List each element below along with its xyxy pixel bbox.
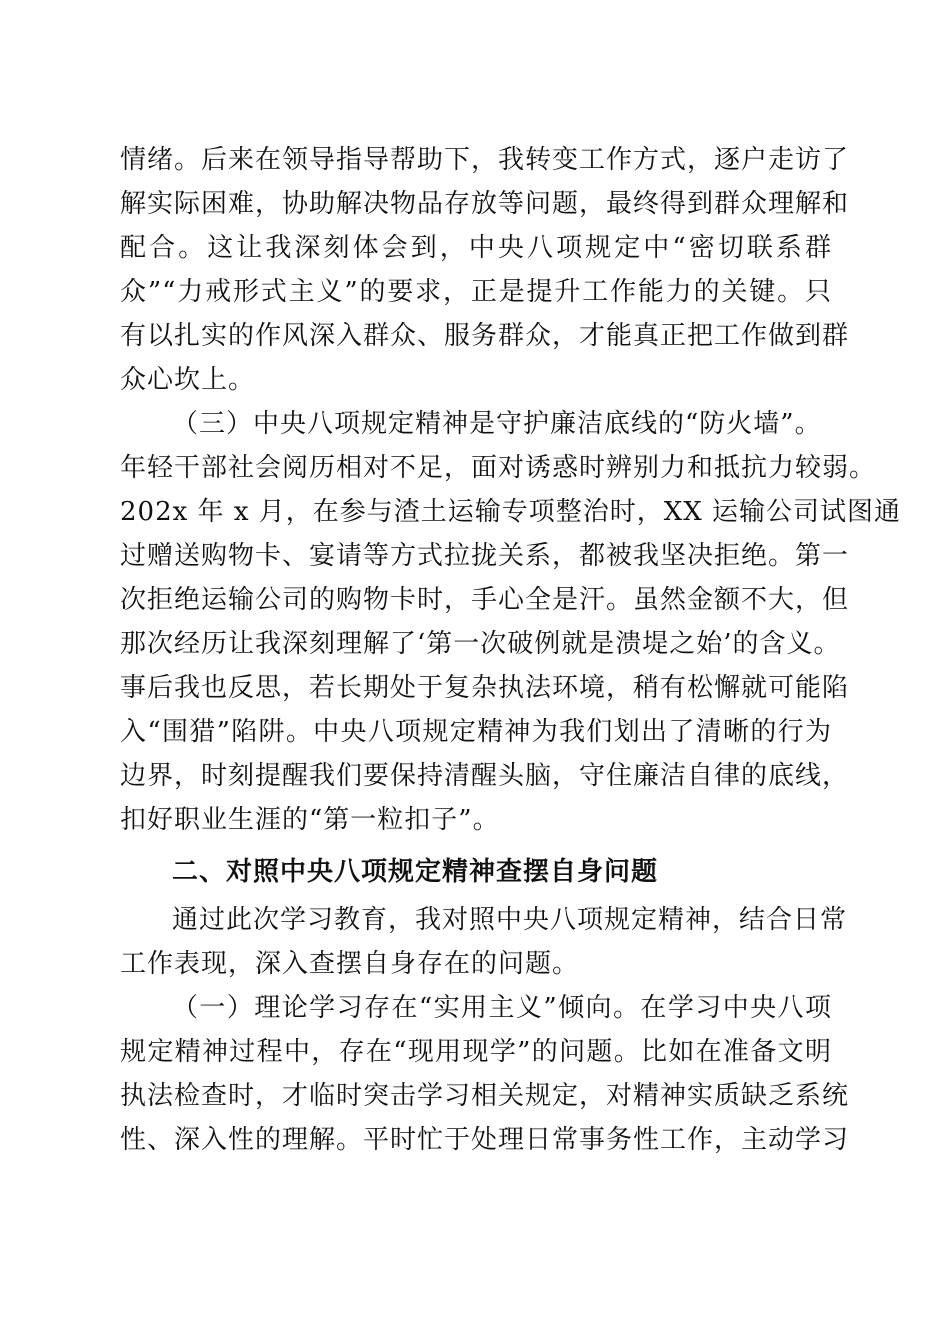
body-text-line: 性、深入性的理解。平时忙于处理日常事务性工作，主动学习 [120, 1125, 850, 1155]
body-text-line: 扣好职业生涯的“第一粒扣子”。 [120, 805, 500, 835]
body-text-line: 众心坎上。 [120, 365, 256, 395]
body-text-line: 通过此次学习教育，我对照中央八项规定精神，结合日常 [172, 905, 848, 935]
body-text-line: 过赠送购物卡、宴请等方式拉拢关系，都被我坚决拒绝。第一 [120, 541, 850, 571]
body-text-line: 执法检查时，才临时突击学习相关规定，对精神实质缺乏系统 [120, 1081, 850, 1111]
body-text-line: 配合。这让我深刻体会到，中央八项规定中“密切联系群 [120, 233, 832, 263]
body-text-line: 202x 年 x 月，在参与渣土运输专项整治时，XX 运输公司试图通 [120, 497, 902, 527]
body-text-line: 众”“力戒形式主义”的要求，正是提升工作能力的关键。只 [120, 277, 832, 307]
body-text-line: 次拒绝运输公司的购物卡时，手心全是汗。虽然金额不大，但 [120, 585, 850, 615]
body-text-line: 有以扎实的作风深入群众、服务群众，才能真正把工作做到群 [120, 321, 850, 351]
body-text-line: 规定精神过程中，存在“现用现学”的问题。比如在准备文明 [120, 1037, 832, 1067]
body-text-line: 年轻干部社会阅历相对不足，面对诱惑时辨别力和抵抗力较弱。 [120, 453, 877, 483]
body-text-line: 那次经历让我深刻理解了‘第一次破例就是溃堤之始’的含义。 [120, 629, 841, 659]
subheading-line: （三）中央八项规定精神是守护廉洁底线的“防火墙”。 [172, 409, 822, 439]
subheading-line: （一）理论学习存在“实用主义”倾向。在学习中央八项 [172, 993, 832, 1023]
body-text-line: 边界，时刻提醒我们要保持清醒头脑，守住廉洁自律的底线， [120, 761, 850, 791]
section-heading: 二、对照中央八项规定精神查摆自身问题 [172, 857, 659, 887]
body-text-line: 事后我也反思，若长期处于复杂执法环境，稍有松懈就可能陷 [120, 673, 850, 703]
body-text-line: 工作表现，深入查摆自身存在的问题。 [120, 949, 580, 979]
body-text-line: 情绪。后来在领导指导帮助下，我转变工作方式，逐户走访了 [120, 145, 850, 175]
body-text-line: 解实际困难，协助解决物品存放等问题，最终得到群众理解和 [120, 189, 850, 219]
body-text-line: 入“围猎”陷阱。中央八项规定精神为我们划出了清晰的行为 [120, 717, 832, 747]
